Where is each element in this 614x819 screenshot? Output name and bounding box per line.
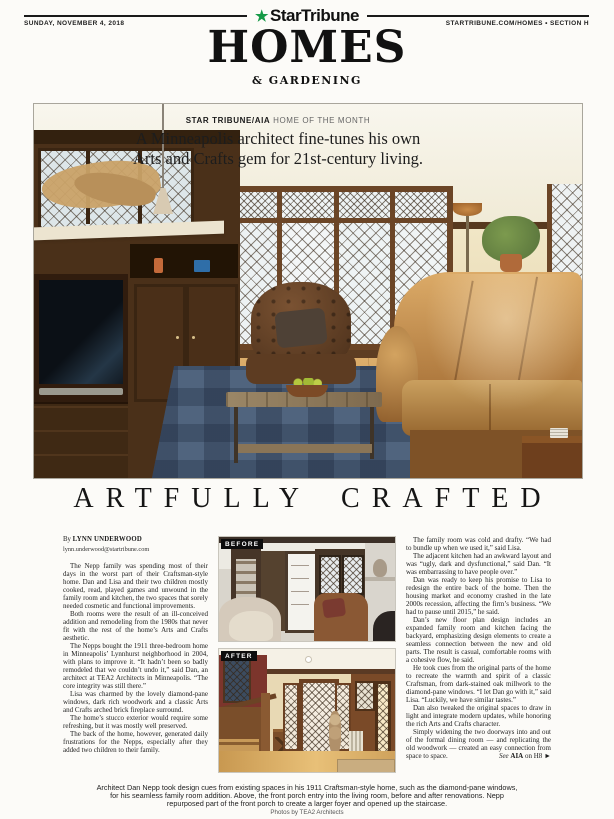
section-subtitle: & GARDENING <box>252 74 362 87</box>
mantel-ornament <box>373 559 387 577</box>
article-column-photos <box>218 536 396 773</box>
base-cabinet <box>34 404 128 478</box>
door-knob <box>192 336 195 339</box>
paragraph: The adjacent kitchen had an awkward layout and was “ugly, dark and dysfunctional,” said Dan. “It was embarrassing to have people over.” <box>406 552 551 576</box>
sofa-sheen <box>414 274 582 424</box>
paragraph: Lisa was charmed by the lovely diamond-pane windows, dark rich woodwork and a classic Arts and Crafts arched brick fireplace surround. <box>63 690 208 714</box>
paragraph: The home’s stucco exterior would require some refreshing, but it was mostly well preserved. <box>63 714 208 730</box>
entry-rug <box>337 759 395 773</box>
byline-name: LYNN UNDERWOOD <box>72 536 142 543</box>
cabinet-niche <box>130 244 238 278</box>
fruit-bowl <box>286 385 328 397</box>
door-mullions <box>291 557 309 617</box>
hero-dek <box>34 129 522 169</box>
article-column-1 <box>63 536 208 773</box>
after-photo <box>218 648 396 773</box>
brand-name: StarTribune <box>269 6 359 25</box>
chair-pillow <box>322 598 346 619</box>
tv-screen <box>39 280 123 384</box>
byline-prefix: By <box>63 536 73 543</box>
caption-line: for his seamless family room addition. Above, the front porch entry into the living room, before and after renovations. Nepp <box>110 791 504 800</box>
blanket <box>229 611 273 641</box>
shelf-book-blue <box>194 260 210 272</box>
before-photo <box>218 536 396 642</box>
paragraph: Both rooms were the result of an ill-conceived addition and remodeling from the 1980s that never fit with the rest of the home’s Arts and Crafts aesthetic. <box>63 610 208 642</box>
hero-kicker <box>34 116 522 125</box>
article-body <box>63 536 551 773</box>
newel-post <box>261 693 270 751</box>
coaster-stack <box>550 428 568 438</box>
paragraph: Dan’s new floor plan design includes an expanded family room and kitchen facing the backyard, emphasizing design elements to create a seamless connection between the new and old parts. The result is casual, comfortable rooms with a cohesive flow, he said. <box>406 616 551 664</box>
mantel <box>365 577 395 581</box>
hero-dek-line2: Arts and Crafts gem for 21st-century living. <box>132 149 424 168</box>
article-headline: ARTFULLY CRAFTED <box>73 483 553 514</box>
diamond-window <box>342 555 364 595</box>
stair-window <box>223 659 251 703</box>
side-table <box>522 436 582 479</box>
byline-email[interactable]: lynn.underwood@startribune.com <box>63 546 150 553</box>
window-pane <box>395 192 447 218</box>
paragraph: Dan also tweaked the original spaces to draw in light and integrate modern updates, while honoring the rich Arts and Crafts character. <box>406 704 551 728</box>
paragraph: Simply widening the two doorways into and out of the formal dining room — and replicating the old woodwork — created an easy connection from space to space. <box>406 728 551 760</box>
shelf-object <box>154 258 163 273</box>
ceiling-light <box>305 656 312 663</box>
coffee-table-leg <box>234 407 238 463</box>
coffee-table-shelf <box>238 444 372 453</box>
hero-caption <box>34 116 522 169</box>
paragraph: He took cues from the original parts of the home to recreate the warmth and spirit of a classic Craftsman, from dark-stained oak millwork to the diamond-pane windows. “I let Dan go with it,” said Lisa. “Luckily, we have similar tastes.” <box>406 664 551 704</box>
window-pane <box>339 192 391 218</box>
paragraph: Dan was ready to keep his promise to Lisa to redesign the entire back of the home. Then the housing market and economy crashed in the late 2000s recession, affecting the firm’s business. “We had to pause until 2015,” he said. <box>406 576 551 616</box>
porch-door <box>375 681 391 759</box>
door-knob <box>176 336 179 339</box>
hero-photo <box>33 103 583 479</box>
jump-line-see: See <box>498 752 511 760</box>
section-title: HOMES <box>207 22 407 73</box>
hero-kicker-rest: HOME OF THE MONTH <box>270 116 371 125</box>
photo-caption <box>20 784 594 808</box>
sidelight-window <box>283 683 299 751</box>
pedestal-sculpture <box>329 711 341 755</box>
hero-dek-line1: A Minneapolis architect fine-tunes his own <box>135 129 421 148</box>
article-column-3 <box>406 536 551 773</box>
paragraph: The Nepp family was spending most of their days in the worst part of their Craftsman-style home. Dan and Lisa and their two children mostly cooked, read, played games and unwound in the family room and kitchen, the two spaces that sorely needed cosmetic and functional improvements. <box>63 562 208 610</box>
before-badge: BEFORE <box>221 539 263 549</box>
hero-kicker-bold: STAR TRIBUNE/AIA <box>185 116 271 125</box>
paragraph: The family room was cold and drafty. “We had to bundle up when we used it,” said Lisa. <box>406 536 551 552</box>
diamond-window <box>319 555 341 595</box>
arrow-right-icon: ► <box>544 752 551 760</box>
caption-line: repurposed part of the front porch to create a larger foyer and opened up the staircase. <box>166 799 448 808</box>
after-badge: AFTER <box>221 651 257 661</box>
date-label: SUNDAY, NOVEMBER 4, 2018 <box>24 20 125 27</box>
plant-pot <box>500 254 522 272</box>
armchair-pillow <box>274 307 327 348</box>
photo-credit: Photos by TEA2 Architects <box>270 809 344 816</box>
window-pane <box>282 192 334 218</box>
jump-line-page: on H8 <box>523 752 545 760</box>
caption-line: Architect Dan Nepp took design cues from existing spaces in his 1911 Craftsman-style home, such as the diamond-pane windows, <box>96 783 518 792</box>
radiator <box>349 731 363 751</box>
tv-speaker-bar <box>39 388 123 395</box>
jump-line-slug: AIA <box>510 752 524 760</box>
porch-window <box>355 681 375 711</box>
paragraph: The back of the home, however, generated daily frustrations for the Nepps, especially after they added two children to their family. <box>63 730 208 754</box>
floor-lamp-shade <box>453 203 482 216</box>
byline <box>63 536 208 544</box>
paragraph: The Nepps bought the 1911 three-bedroom home in Minneapolis’ Lynnhurst neighborhood in 2004, with plans to improve it. “It hadn’t been so badly remodeled that we couldn’t undo it,” said Dan, an architect at TEA2 Architects in Minneapolis. “The core integrity was still there.” <box>63 642 208 690</box>
edition-label: STARTRIBUNE.COM/HOMES • SECTION H <box>445 20 589 27</box>
star-icon: ★ <box>255 8 268 25</box>
